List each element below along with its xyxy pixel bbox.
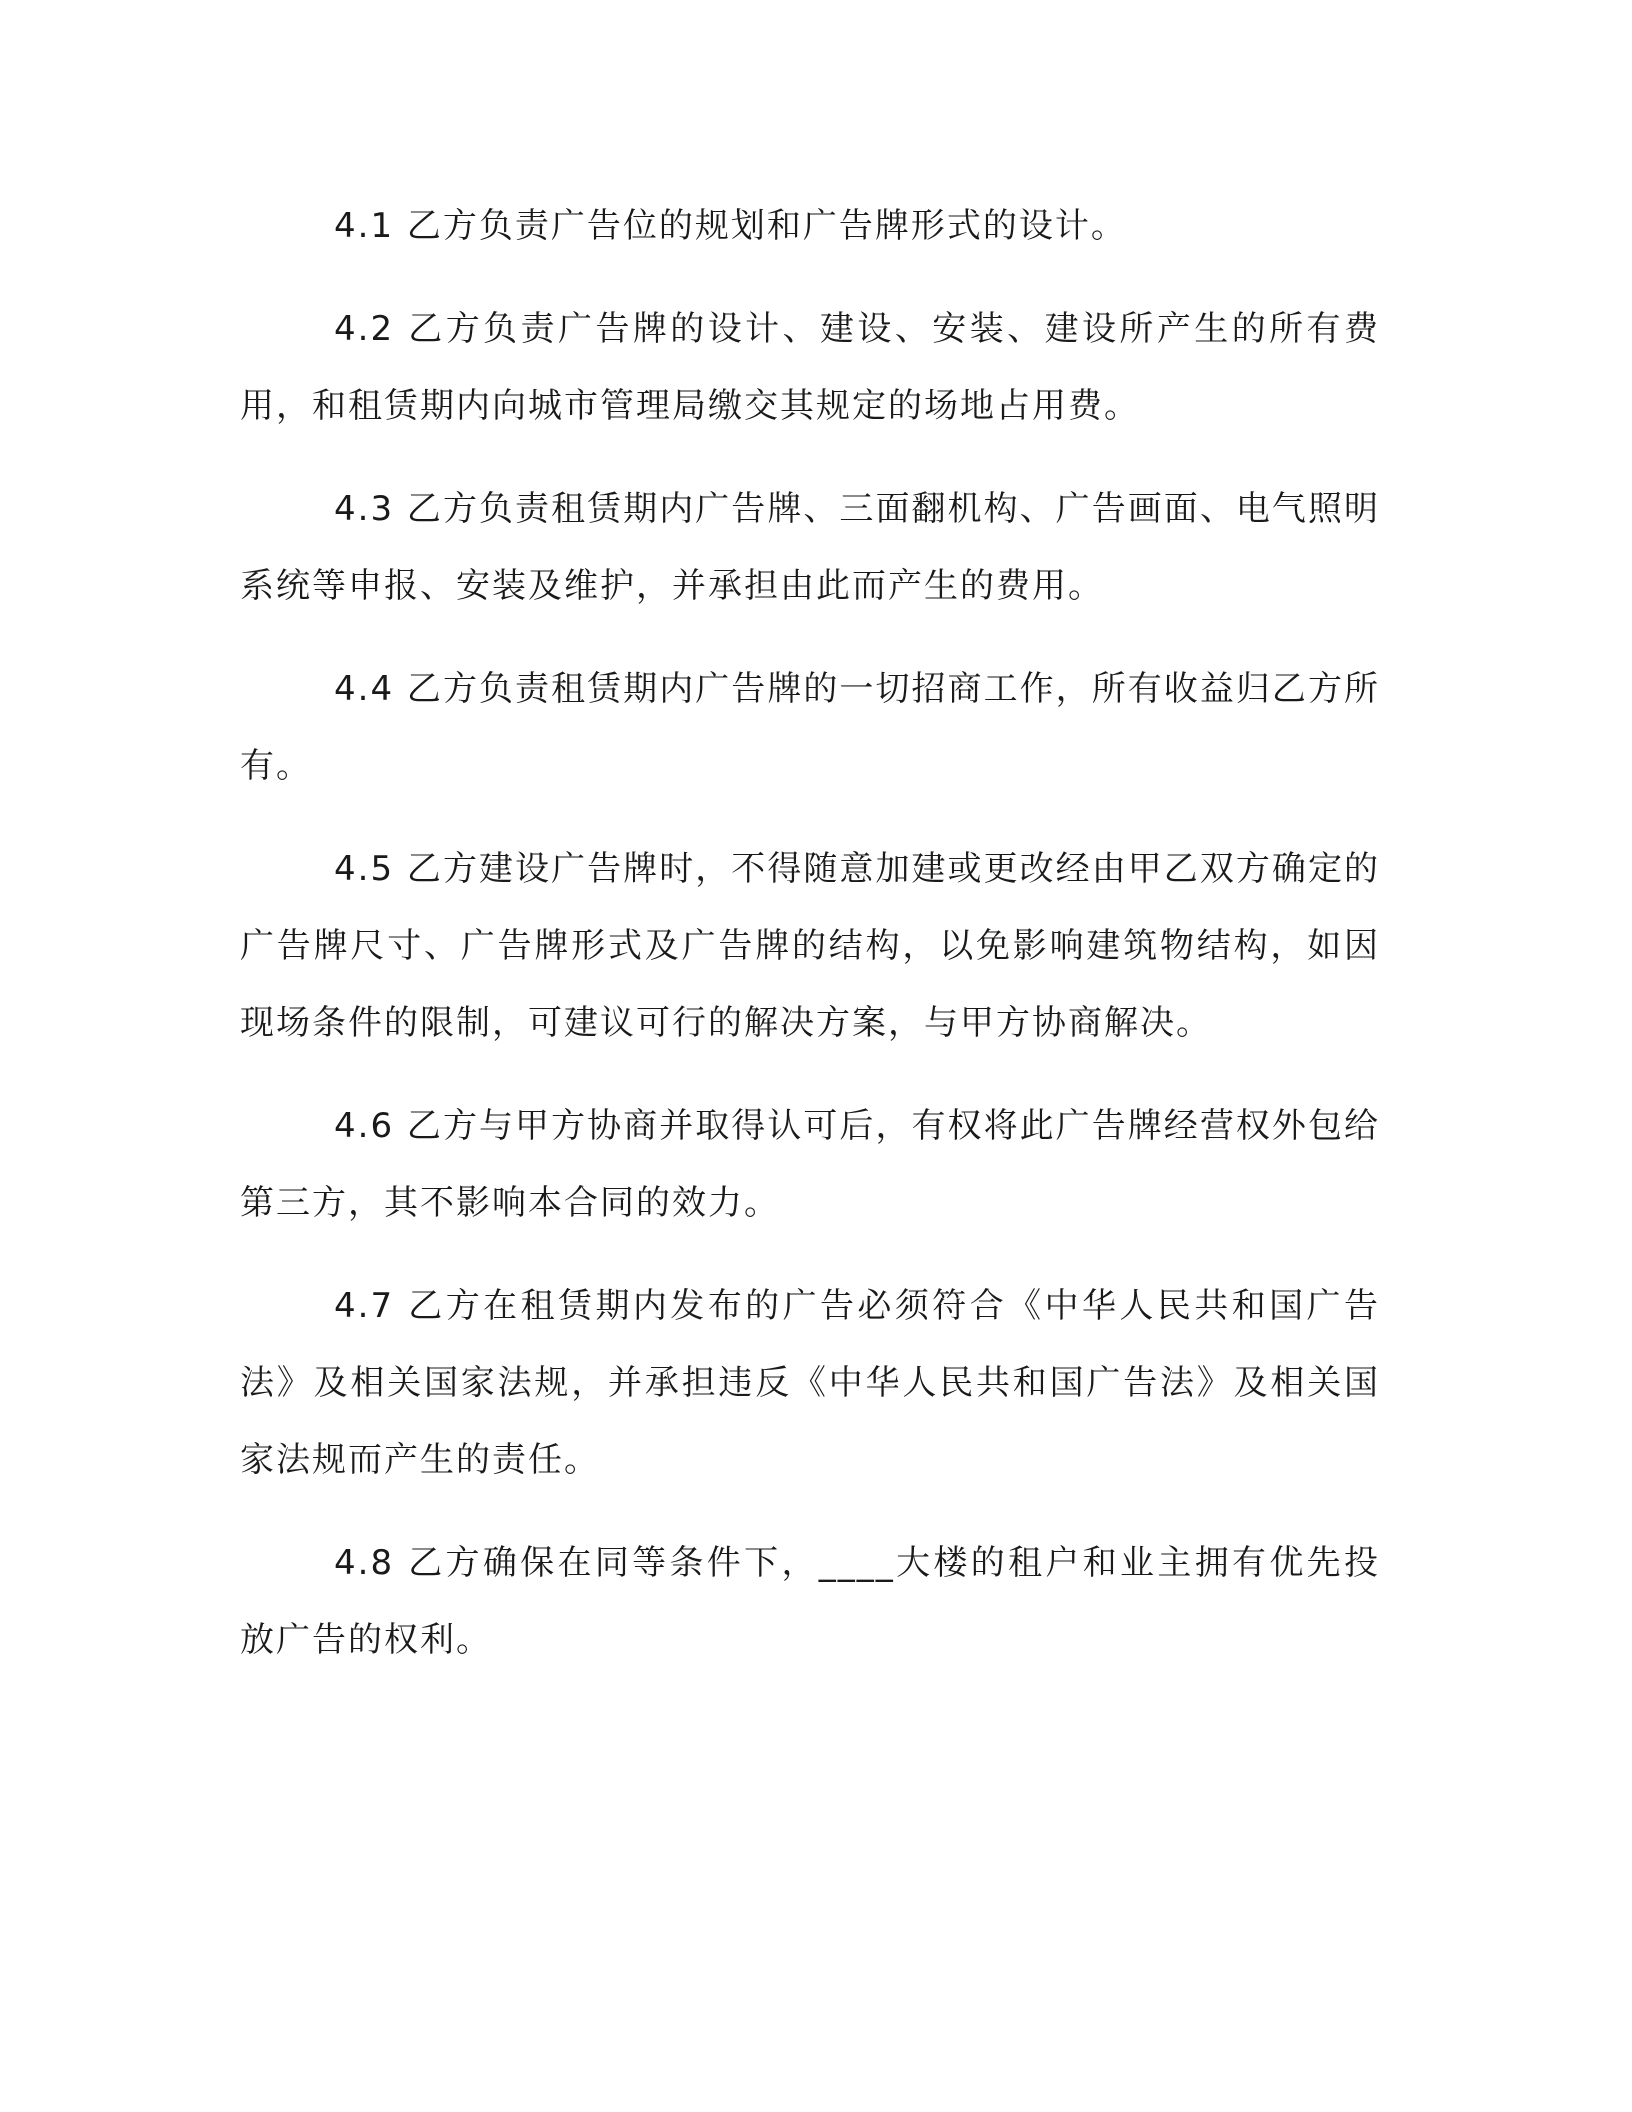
clause-4-1: 4.1 乙方负责广告位的规划和广告牌形式的设计。 [334, 206, 1127, 246]
clause-4-5: 4.5 乙方建设广告牌时，不得随意加建或更改经由甲乙双方确定的广告牌尺寸、广告牌形式及广告牌的结构，以免影响建筑物结构，如因现场条件的限制，可建议可行的解决方案，与甲方协商解决。 [240, 849, 1380, 1043]
clause-4-7: 4.7 乙方在租赁期内发布的广告必须符合《中华人民共和国广告法》及相关国家法规，并承担违反《中华人民共和国广告法》及相关国家法规而产生的责任。 [240, 1286, 1380, 1480]
clause-4-8: 4.8 乙方确保在同等条件下，____大楼的租户和业主拥有优先投放广告的权利。 [240, 1543, 1380, 1660]
clause-4-6: 4.6 乙方与甲方协商并取得认可后，有权将此广告牌经营权外包给第三方，其不影响本合同的效力。 [240, 1106, 1380, 1223]
document-body [240, 188, 1380, 1705]
clause-4-4: 4.4 乙方负责租赁期内广告牌的一切招商工作，所有收益归乙方所有。 [240, 669, 1380, 786]
clause-4-2: 4.2 乙方负责广告牌的设计、建设、安装、建设所产生的所有费用，和租赁期内向城市管理局缴交其规定的场地占用费。 [240, 309, 1380, 426]
clause-4-3: 4.3 乙方负责租赁期内广告牌、三面翻机构、广告画面、电气照明系统等申报、安装及维护，并承担由此而产生的费用。 [240, 489, 1380, 606]
